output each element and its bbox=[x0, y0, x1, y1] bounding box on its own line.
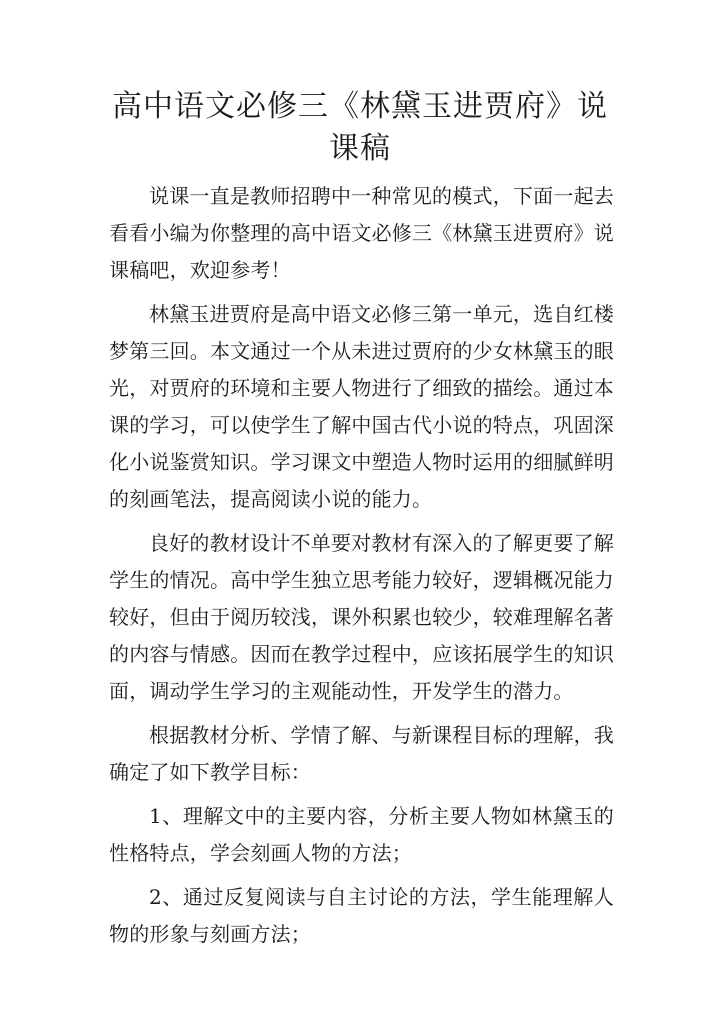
document-body bbox=[109, 178, 614, 960]
paragraph-text-overview: 林黛玉进贾府是高中语文必修三第一单元，选自红楼梦第三回。本文通过一个从未进过贾府的少女林黛玉的眼光，对贾府的环境和主要人物进行了细致的描绘。通过本课的学习，可以使学生了解中国古代小说的特点，巩固深化小说鉴赏知识。学习课文中塑造人物时运用的细腻鲜明的刻画笔法，提高阅读小说的能力。 bbox=[109, 302, 614, 511]
document-title: 高中语文必修三《林黛玉进贾府》说课稿 bbox=[112, 89, 608, 166]
paragraph-intro: 说课一直是教师招聘中一种常见的模式，下面一起去看看小编为你整理的高中语文必修三《林黛玉进贾府》说课稿吧，欢迎参考！ bbox=[109, 184, 614, 282]
paragraph-goal-1: 1、理解文中的主要内容，分析主要人物如林黛玉的性格特点，学会刻画人物的方法； bbox=[109, 804, 614, 865]
paragraph-student-analysis: 良好的教材设计不单要对教材有深入的了解更要了解学生的情况。高中学生独立思考能力较好，逻辑概况能力较好，但由于阅历较浅，课外积累也较少，较难理解名著的内容与情感。因而在教学过程中，应该拓展学生的知识面，调动学生学习的主观能动性，开发学生的潜力。 bbox=[109, 531, 614, 703]
paragraph-goal-2: 2、通过反复阅读与自主讨论的方法，学生能理解人物的形象与刻画方法； bbox=[109, 885, 614, 946]
paragraph-goals-intro: 根据教材分析、学情了解、与新课程目标的理解，我确定了如下教学目标： bbox=[109, 723, 614, 784]
